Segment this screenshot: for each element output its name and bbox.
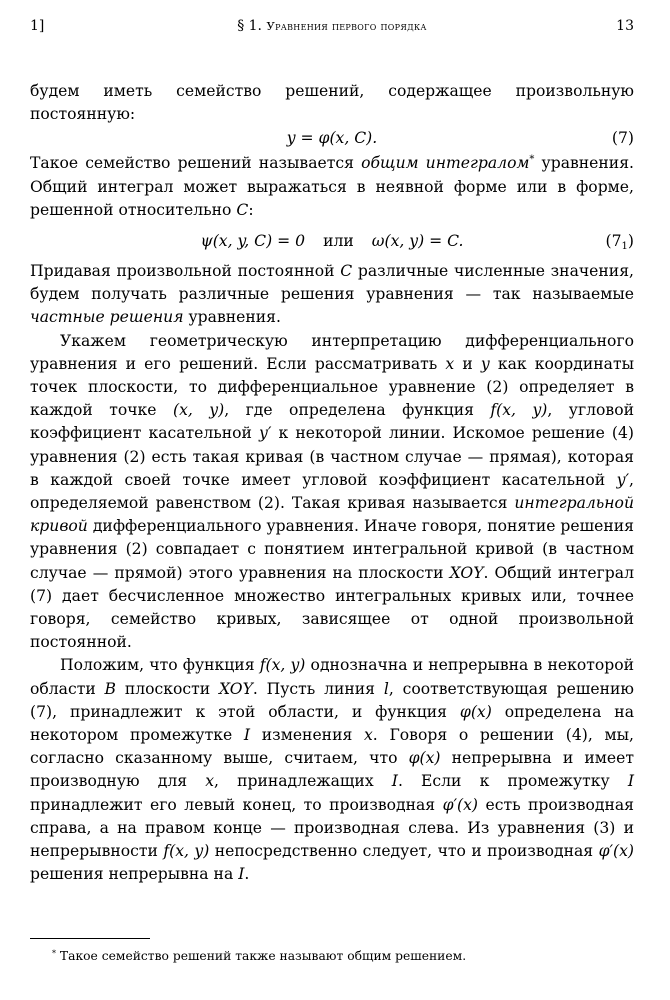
math: f(x, y) xyxy=(259,656,306,675)
footnote-mark: * xyxy=(529,154,535,166)
math: (x, y) xyxy=(173,401,225,420)
formula-7-text: y = φ(x, C). xyxy=(286,129,378,148)
formula-7-1 xyxy=(30,223,634,259)
text: . xyxy=(244,865,250,884)
math: I xyxy=(627,772,634,791)
number-sub: 1 xyxy=(621,241,628,253)
math-var: C xyxy=(340,262,353,281)
page-body xyxy=(30,80,634,887)
math: f(x, y) xyxy=(163,842,210,861)
math: φ(x) xyxy=(408,749,441,768)
text: Укажем геометрическую интерпретацию дифференциального уравнения и его решений. Если рассматривать xyxy=(30,331,634,373)
term-particular-solutions: частные решения xyxy=(30,308,184,327)
formula-right: ω(x, y) = C. xyxy=(371,232,464,251)
math: x xyxy=(445,354,455,373)
text: как координаты точек плоскости, то дифференциальное уравнение (2) определяет в каждой точке xyxy=(30,354,634,420)
math: XOY xyxy=(449,563,484,582)
paragraph-1: будем иметь семейство решений, содержащее произвольную постоянную: xyxy=(30,82,634,124)
section-mark: § 1. xyxy=(237,18,263,34)
math: φ′(x) xyxy=(442,795,479,814)
math: y′ xyxy=(259,424,272,443)
text: , угловой коэффициент касательной xyxy=(30,401,634,443)
math: x xyxy=(205,772,214,791)
paragraph-5 xyxy=(30,654,634,886)
text: : xyxy=(248,200,254,219)
formula-7-1-text xyxy=(30,230,634,253)
paragraph-3 xyxy=(30,260,634,330)
text: , соответствующая решению (7), принадлежит к этой области, и функция xyxy=(30,679,634,721)
formula-left: ψ(x, y, C) = 0 xyxy=(200,232,306,251)
text: есть производная справа, а на правом конце — производная слева. Из уравнения (3) и непрерывности xyxy=(30,795,634,861)
formula-7 xyxy=(30,127,634,151)
math-var: C xyxy=(236,200,249,219)
math: φ′(x) xyxy=(598,842,634,861)
text: Положим, что функция xyxy=(60,656,260,675)
text: , определяемой равенством (2). Такая кривая называется xyxy=(30,470,634,513)
math: φ(x) xyxy=(459,702,492,721)
text: . Общий интеграл (7) дает бесчисленное множество интегральных кривых или, точнее говоря, семейство кривых, зависящее от одной произвольной постоянной. xyxy=(30,563,634,652)
paragraph-2 xyxy=(30,152,634,222)
text: . Пусть линия xyxy=(252,679,384,698)
number-close: ) xyxy=(627,232,634,251)
page-number: 13 xyxy=(616,18,634,34)
footnote xyxy=(52,946,466,964)
formula-7-1-number xyxy=(606,230,634,253)
text: , принадлежащих xyxy=(214,772,392,791)
math: XOY xyxy=(218,679,253,698)
math: I xyxy=(243,726,251,745)
text: изменения xyxy=(250,726,364,745)
text: Такое семейство решений называется xyxy=(30,154,362,173)
math: B xyxy=(104,679,117,698)
formula-word: или xyxy=(323,232,354,251)
text: к некоторой линии. Искомое решение (4) уравнения (2) есть такая кривая (в частном случае — прямая), которая в каждой своей точке имеет угловой коэффициент касательной xyxy=(30,424,634,489)
text: плоскости xyxy=(116,679,219,698)
math: I xyxy=(391,772,398,791)
text: различные численные значения, будем получать различные решения уравнения — так называемые xyxy=(30,262,634,304)
text: однозначна и непрерывна в некоторой области xyxy=(30,656,634,698)
text: и xyxy=(454,354,481,373)
footnote-text: Такое семейство решений также называют общим решением. xyxy=(56,949,467,963)
text: определена на некотором промежутке xyxy=(30,702,635,745)
text: уравнения. Общий интеграл может выражаться в неявной форме или в форме, решенной относительно xyxy=(30,154,634,219)
text: уравнения. xyxy=(183,308,281,327)
math: y xyxy=(480,354,490,373)
text: . Говоря о решении (4), мы, согласно сказанному выше, считаем, что xyxy=(30,726,634,768)
math: I xyxy=(238,865,245,884)
math: x xyxy=(364,726,373,745)
running-header xyxy=(30,18,634,38)
math: l xyxy=(383,679,389,698)
footnote-star: * xyxy=(52,949,56,958)
number-main: (7 xyxy=(605,232,622,251)
section-heading xyxy=(30,18,634,34)
text: дифференциального уравнения. Иначе говоря, понятие решения уравнения (2) совпадает с понятием интегральной кривой (в частном случае — прямой) этого уравнения на плоскости xyxy=(30,517,634,582)
text: решения непрерывна на xyxy=(30,865,239,884)
text: Придавая произвольной постоянной xyxy=(30,262,341,281)
text: , где определена функция xyxy=(224,401,491,420)
math: y′ xyxy=(616,470,630,489)
text: непрерывна и имеет производную для xyxy=(30,749,634,791)
formula-7-number: (7) xyxy=(611,129,634,148)
text: принадлежит его левый конец, то производная xyxy=(30,795,443,814)
footnote-rule xyxy=(30,938,150,939)
paragraph-4 xyxy=(30,330,634,655)
text: . Если к промежутку xyxy=(397,772,628,791)
chapter-number: 1] xyxy=(30,18,45,34)
term-integral-curve: интегральной кривой xyxy=(30,494,634,536)
term-general-integral: общим интегралом xyxy=(361,154,530,173)
section-title: Уравнения первого порядка xyxy=(266,19,427,33)
math: f(x, y) xyxy=(490,401,548,420)
text: непосредственно следует, что и производная xyxy=(209,842,599,861)
